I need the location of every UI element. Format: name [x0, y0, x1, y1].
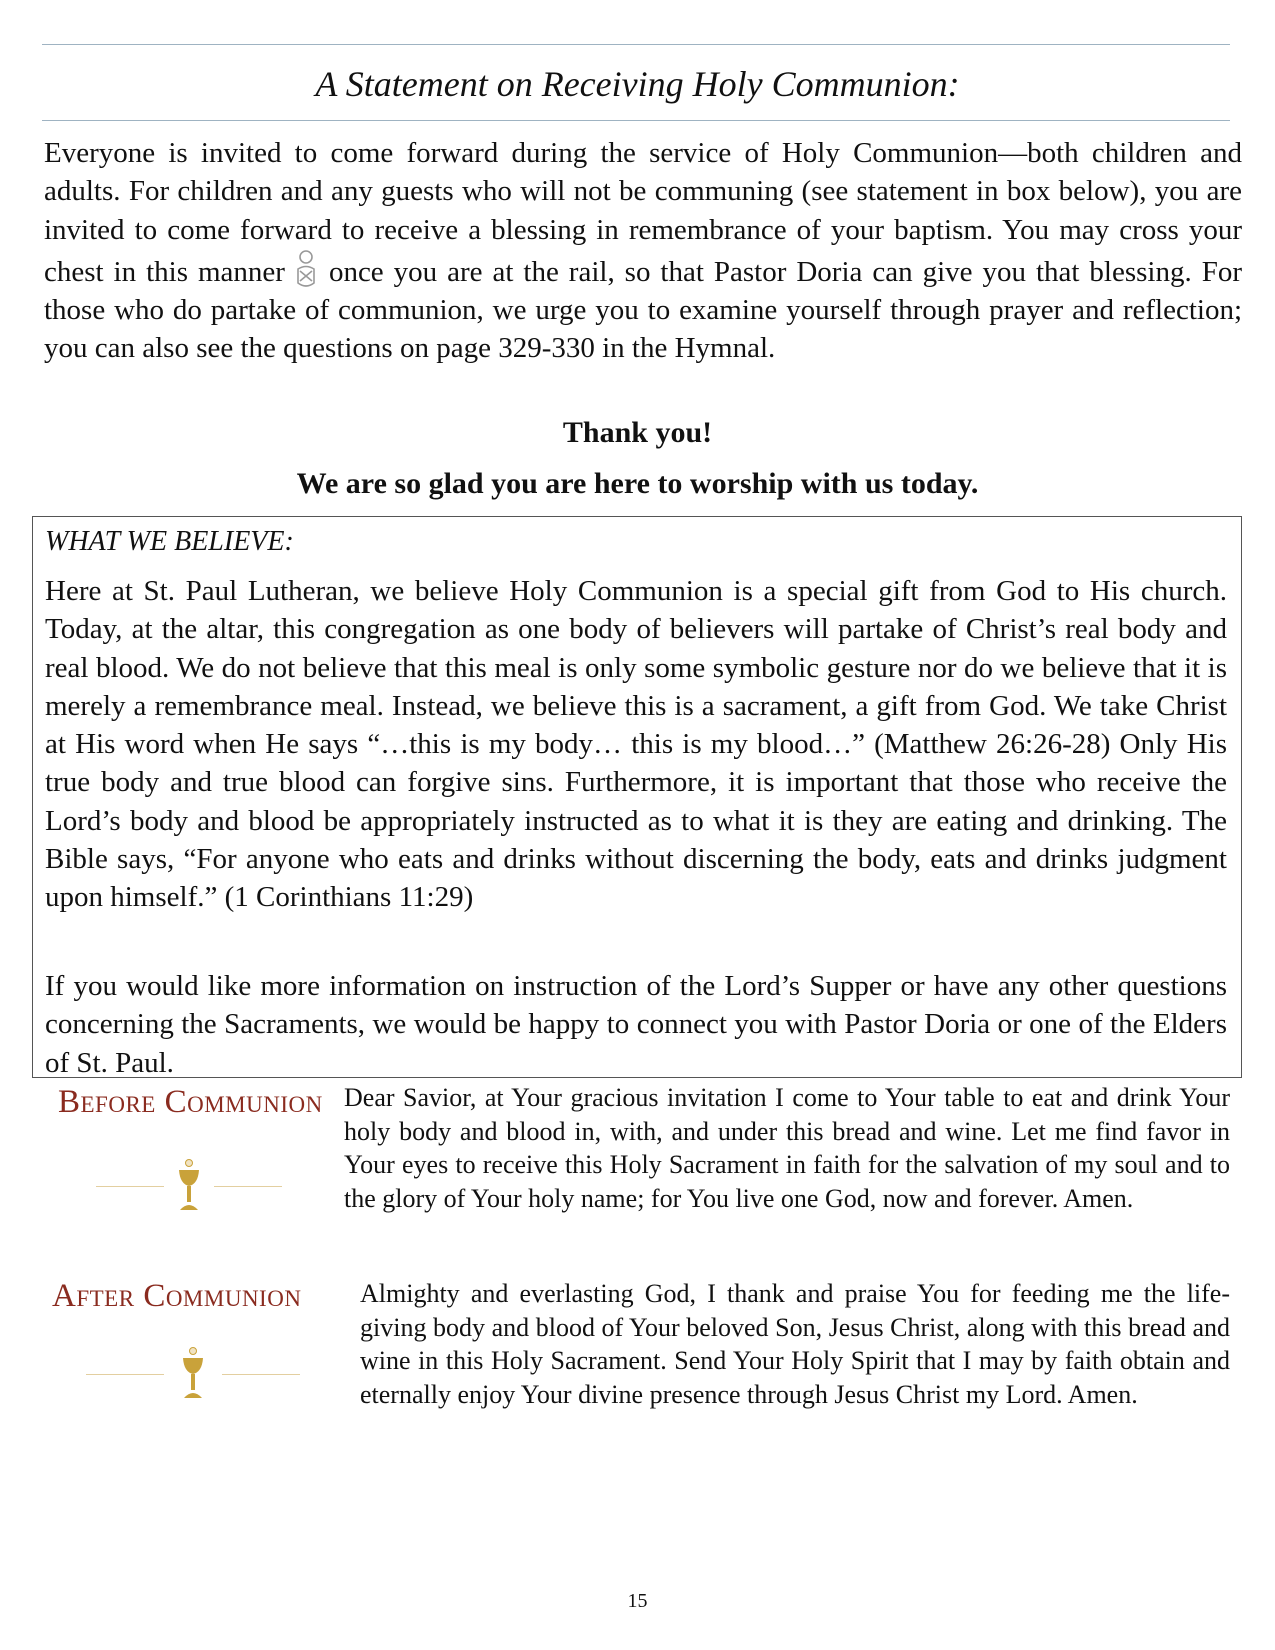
intro-text-end: once you are at the rail, so that Pastor Doria can give you that blessing. For those who do partake of communion, we urge you to examine yourself through prayer and reflection; you can also see the questions on page 329-330 in the Hymnal. [44, 255, 1242, 365]
chalice-icon [175, 1158, 203, 1214]
intro-text-start: Everyone is invited to come forward during the service of Holy Communion—both children and adults. For children and any guests who will not be communing (see statement in box below), you are invited to come forward to receive a blessing in remembrance of your baptism. You may cross your chest in this manner [44, 137, 1242, 288]
ornament-line-right [222, 1374, 300, 1375]
believe-paragraph-2: If you would like more information on instruction of the Lord’s Supper or have any other questions concerning the Sacraments, we would be happy to connect you with Pastor Doria or one of the Elders of St. Paul. [45, 970, 1227, 1079]
before-communion-prayer: Dear Savior, at Your gracious invitation I come to Your table to eat and drink Your holy body and blood in, with, and under this bread and wine. Let me find favor in Your eyes to receive this Holy Sacrament in faith for the salvation of my soul and to the glory of Your holy name; for You live one God, now and forever. Amen. [344, 1083, 1230, 1213]
believe-paragraph-1: Here at St. Paul Lutheran, we believe Holy Communion is a special gift from God to His church. Today, at the altar, this congregation as one body of believers will partake of Christ’s real body and real blood. We do not believe that this meal is only some symbolic gesture nor do we believe that it is merely a remembrance meal. Instead, we believe this is a sacrament, a gift from God. We take Christ at His word when He says “…this is my body… this is my blood…” (Matthew 26:26-28) Only His true body and true blood can forgive sins. Furthermore, it is important that those who receive the Lord’s body and blood be appropriately instructed as to what it is they are eating and drinking. The Bible says, “For anyone who eats and drinks without discerning the body, eats and drinks judgment upon himself.” (1 Corinthians 11:29) [45, 575, 1227, 914]
before-communion-label: Before Communion [58, 1084, 323, 1120]
intro-paragraph [44, 134, 1242, 368]
welcome-text: We are so glad you are here to worship with us today. [296, 467, 979, 500]
before-communion-ornament [96, 1158, 282, 1214]
ornament-line-left [86, 1374, 164, 1375]
after-communion-ornament [86, 1346, 300, 1402]
thank-you-text: Thank you! [562, 416, 713, 449]
believe-heading: WHAT WE BELIEVE: [45, 526, 294, 557]
title-divider [42, 120, 1230, 121]
after-communion-label: After Communion [52, 1278, 302, 1314]
chalice-icon [179, 1346, 207, 1402]
ornament-line-left [96, 1186, 164, 1187]
cross-arms-figure-icon [291, 249, 321, 291]
after-communion-prayer: Almighty and everlasting God, I thank and praise You for feeding me the life-giving body and blood of Your beloved Son, Jesus Christ, along with this bread and wine in this Holy Sacrament. Send Your Holy Spirit that I may by faith obtain and eternally enjoy Your divine presence through Jesus Christ my Lord. Amen. [360, 1279, 1230, 1409]
ornament-line-right [214, 1186, 282, 1187]
page-title: A Statement on Receiving Holy Communion: [315, 64, 960, 104]
what-we-believe-box [32, 516, 1242, 1078]
page-number: 15 [627, 1590, 648, 1612]
top-divider [42, 44, 1230, 45]
